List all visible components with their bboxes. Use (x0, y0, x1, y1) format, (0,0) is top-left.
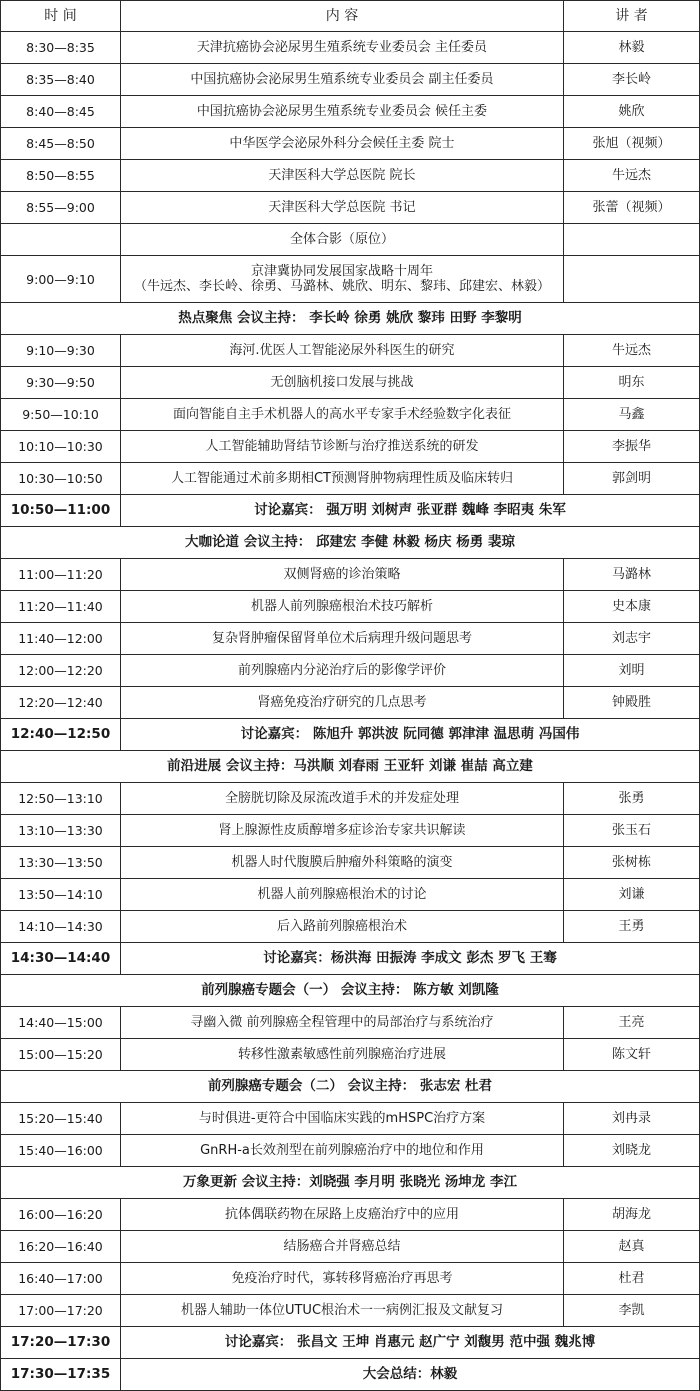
content-cell: 面向智能自主手术机器人的高水平专家手术经验数字化表征 (121, 399, 564, 431)
speaker-cell: 张树栋 (564, 847, 700, 879)
time-cell: 8:45—8:50 (1, 128, 121, 160)
speaker-cell: 刘志宇 (564, 623, 700, 655)
session-header-row (1, 751, 700, 783)
agenda-row (1, 96, 700, 128)
agenda-row (1, 655, 700, 687)
time-cell: 9:00—9:10 (1, 256, 121, 303)
discussion-row (1, 943, 700, 975)
content-line-participants: （牛远杰、李长岭、徐勇、马潞林、姚欣、明东、黎玮、邱建宏、林毅） (133, 279, 550, 294)
speaker-cell: 李凯 (564, 1295, 700, 1327)
content-cell: 机器人时代腹膜后肿瘤外科策略的演变 (121, 847, 564, 879)
content-cell: 复杂肾肿瘤保留肾单位术后病理升级问题思考 (121, 623, 564, 655)
time-cell: 10:50—11:00 (1, 495, 121, 527)
agenda-row (1, 463, 700, 495)
content-cell: 人工智能通过术前多期相CT预测肾肿物病理性质及临床转归 (121, 463, 564, 495)
speaker-cell: 钟殿胜 (564, 687, 700, 719)
time-cell: 12:40—12:50 (1, 719, 121, 751)
time-cell: 8:35—8:40 (1, 64, 121, 96)
header-speaker: 讲 者 (564, 1, 700, 32)
speaker-cell: 张玉石 (564, 815, 700, 847)
content-cell: 人工智能辅助肾结节诊断与治疗推送系统的研发 (121, 431, 564, 463)
agenda-row (1, 559, 700, 591)
discussion-row (1, 1359, 700, 1391)
content-cell: 天津医科大学总医院 书记 (121, 192, 564, 224)
time-cell: 14:30—14:40 (1, 943, 121, 975)
speaker-cell: 张蕾（视频） (564, 192, 700, 224)
time-cell: 8:50—8:55 (1, 160, 121, 192)
discussion-guests: 讨论嘉宾： 张昌文 王坤 肖惠元 赵广宁 刘馥男 范中强 魏兆博 (121, 1327, 700, 1359)
schedule-body (1, 1, 700, 1391)
content-cell: 全膀胱切除及尿流改道手术的并发症处理 (121, 783, 564, 815)
time-cell: 9:30—9:50 (1, 367, 121, 399)
speaker-cell: 刘晓龙 (564, 1135, 700, 1167)
speaker-cell: 杜君 (564, 1263, 700, 1295)
agenda-row (1, 783, 700, 815)
session-header-row (1, 1071, 700, 1103)
time-cell: 13:50—14:10 (1, 879, 121, 911)
time-cell: 9:50—10:10 (1, 399, 121, 431)
agenda-row (1, 591, 700, 623)
agenda-row (1, 224, 700, 256)
speaker-cell: 胡海龙 (564, 1199, 700, 1231)
content-cell: 与时俱进-更符合中国临床实践的mHSPC治疗方案 (121, 1103, 564, 1135)
time-cell: 14:40—15:00 (1, 1007, 121, 1039)
speaker-cell: 郭剑明 (564, 463, 700, 495)
agenda-row (1, 1295, 700, 1327)
discussion-row (1, 495, 700, 527)
time-cell (1, 224, 121, 256)
content-cell: 肾癌免疫治疗研究的几点思考 (121, 687, 564, 719)
agenda-row (1, 192, 700, 224)
agenda-row (1, 1263, 700, 1295)
speaker-cell: 马鑫 (564, 399, 700, 431)
speaker-cell: 史本康 (564, 591, 700, 623)
time-cell: 16:20—16:40 (1, 1231, 121, 1263)
time-cell: 8:55—9:00 (1, 192, 121, 224)
content-cell: 无创脑机接口发展与挑战 (121, 367, 564, 399)
content-cell: 海河.优医人工智能泌尿外科医生的研究 (121, 335, 564, 367)
time-cell: 8:40—8:45 (1, 96, 121, 128)
discussion-guests: 大会总结：林毅 (121, 1359, 700, 1391)
time-cell: 17:00—17:20 (1, 1295, 121, 1327)
time-cell: 16:40—17:00 (1, 1263, 121, 1295)
content-cell: 全体合影（原位） (121, 224, 564, 256)
speaker-cell (564, 256, 700, 303)
time-cell: 8:30—8:35 (1, 32, 121, 64)
session-title: 前列腺癌专题会（二） 会议主持： 张志宏 杜君 (1, 1071, 700, 1103)
speaker-cell: 张旭（视频） (564, 128, 700, 160)
agenda-row (1, 879, 700, 911)
agenda-row (1, 399, 700, 431)
time-cell: 10:10—10:30 (1, 431, 121, 463)
session-header-row (1, 975, 700, 1007)
content-cell: 肾上腺源性皮质醇增多症诊治专家共识解读 (121, 815, 564, 847)
time-cell: 12:00—12:20 (1, 655, 121, 687)
content-cell: 寻幽入微 前列腺癌全程管理中的局部治疗与系统治疗 (121, 1007, 564, 1039)
time-cell: 11:40—12:00 (1, 623, 121, 655)
time-cell: 14:10—14:30 (1, 911, 121, 943)
content-cell: 前列腺癌内分泌治疗后的影像学评价 (121, 655, 564, 687)
speaker-cell: 刘冉录 (564, 1103, 700, 1135)
header-time: 时 间 (1, 1, 121, 32)
time-cell: 15:20—15:40 (1, 1103, 121, 1135)
discussion-row (1, 719, 700, 751)
content-line: 京津冀协同发展国家战略十周年 (250, 264, 433, 279)
agenda-row (1, 1103, 700, 1135)
time-cell: 13:30—13:50 (1, 847, 121, 879)
speaker-cell: 刘明 (564, 655, 700, 687)
content-cell: GnRH-a长效剂型在前列腺癌治疗中的地位和作用 (121, 1135, 564, 1167)
time-cell: 12:20—12:40 (1, 687, 121, 719)
speaker-cell: 赵真 (564, 1231, 700, 1263)
content-cell: 机器人辅助一体位UTUC根治术一一病例汇报及文献复习 (121, 1295, 564, 1327)
speaker-cell (564, 224, 700, 256)
time-cell: 10:30—10:50 (1, 463, 121, 495)
content-cell: 双侧肾癌的诊治策略 (121, 559, 564, 591)
content-cell: 中国抗癌协会泌尿男生殖系统专业委员会 候任主委 (121, 96, 564, 128)
time-cell: 13:10—13:30 (1, 815, 121, 847)
agenda-row (1, 815, 700, 847)
agenda-row (1, 911, 700, 943)
session-title: 热点聚焦 会议主持： 李长岭 徐勇 姚欣 黎玮 田野 李黎明 (1, 303, 700, 335)
agenda-row (1, 64, 700, 96)
session-title: 大咖论道 会议主持： 邱建宏 李健 林毅 杨庆 杨勇 裴琼 (1, 527, 700, 559)
time-cell: 17:20—17:30 (1, 1327, 121, 1359)
session-header-row (1, 527, 700, 559)
speaker-cell: 牛远杰 (564, 335, 700, 367)
content-cell: 免疫治疗时代，寡转移肾癌治疗再思考 (121, 1263, 564, 1295)
agenda-row (1, 256, 700, 303)
agenda-row (1, 160, 700, 192)
time-cell: 11:20—11:40 (1, 591, 121, 623)
agenda-row (1, 1039, 700, 1071)
content-cell: 中国抗癌协会泌尿男生殖系统专业委员会 副主任委员 (121, 64, 564, 96)
session-header-row (1, 303, 700, 335)
session-header-row (1, 1167, 700, 1199)
discussion-guests: 讨论嘉宾： 强万明 刘树声 张亚群 魏峰 李昭夷 朱军 (121, 495, 700, 527)
speaker-cell: 林毅 (564, 32, 700, 64)
speaker-cell: 陈文轩 (564, 1039, 700, 1071)
discussion-guests: 讨论嘉宾：杨洪海 田振涛 李成文 彭杰 罗飞 王骞 (121, 943, 700, 975)
content-cell: 转移性激素敏感性前列腺癌治疗进展 (121, 1039, 564, 1071)
time-cell: 17:30—17:35 (1, 1359, 121, 1391)
content-cell: 天津抗癌协会泌尿男生殖系统专业委员会 主任委员 (121, 32, 564, 64)
content-cell: 结肠癌合并肾癌总结 (121, 1231, 564, 1263)
agenda-row (1, 1231, 700, 1263)
content-cell: 天津医科大学总医院 院长 (121, 160, 564, 192)
content-cell: 机器人前列腺癌根治术的讨论 (121, 879, 564, 911)
agenda-row (1, 335, 700, 367)
speaker-cell: 明东 (564, 367, 700, 399)
content-cell: 机器人前列腺癌根治术技巧解析 (121, 591, 564, 623)
speaker-cell: 张勇 (564, 783, 700, 815)
time-cell: 15:40—16:00 (1, 1135, 121, 1167)
agenda-row (1, 623, 700, 655)
speaker-cell: 李长岭 (564, 64, 700, 96)
speaker-cell: 牛远杰 (564, 160, 700, 192)
speaker-cell: 李振华 (564, 431, 700, 463)
time-cell: 11:00—11:20 (1, 559, 121, 591)
speaker-cell: 王亮 (564, 1007, 700, 1039)
speaker-cell: 姚欣 (564, 96, 700, 128)
agenda-row (1, 32, 700, 64)
content-cell: 抗体偶联药物在尿路上皮癌治疗中的应用 (121, 1199, 564, 1231)
content-cell: 后入路前列腺癌根治术 (121, 911, 564, 943)
time-cell: 12:50—13:10 (1, 783, 121, 815)
agenda-row (1, 431, 700, 463)
session-title: 万象更新 会议主持：刘晓强 李月明 张晓光 汤坤龙 李江 (1, 1167, 700, 1199)
agenda-row (1, 367, 700, 399)
agenda-row (1, 1199, 700, 1231)
agenda-row (1, 687, 700, 719)
speaker-cell: 王勇 (564, 911, 700, 943)
speaker-cell: 马潞林 (564, 559, 700, 591)
discussion-row (1, 1327, 700, 1359)
time-cell: 16:00—16:20 (1, 1199, 121, 1231)
agenda-row (1, 1135, 700, 1167)
agenda-row (1, 847, 700, 879)
session-title: 前沿进展 会议主持：马洪顺 刘春雨 王亚轩 刘谦 崔喆 高立建 (1, 751, 700, 783)
agenda-row (1, 1007, 700, 1039)
content-cell (121, 256, 564, 303)
time-cell: 9:10—9:30 (1, 335, 121, 367)
content-cell: 中华医学会泌尿外科分会候任主委 院士 (121, 128, 564, 160)
discussion-guests: 讨论嘉宾： 陈旭升 郭洪波 阮同德 郭津津 温思萌 冯国伟 (121, 719, 700, 751)
header-content: 内 容 (121, 1, 564, 32)
agenda-row (1, 128, 700, 160)
header-row (1, 1, 700, 32)
time-cell: 15:00—15:20 (1, 1039, 121, 1071)
speaker-cell: 刘谦 (564, 879, 700, 911)
session-title: 前列腺癌专题会（一） 会议主持： 陈方敏 刘凯隆 (1, 975, 700, 1007)
